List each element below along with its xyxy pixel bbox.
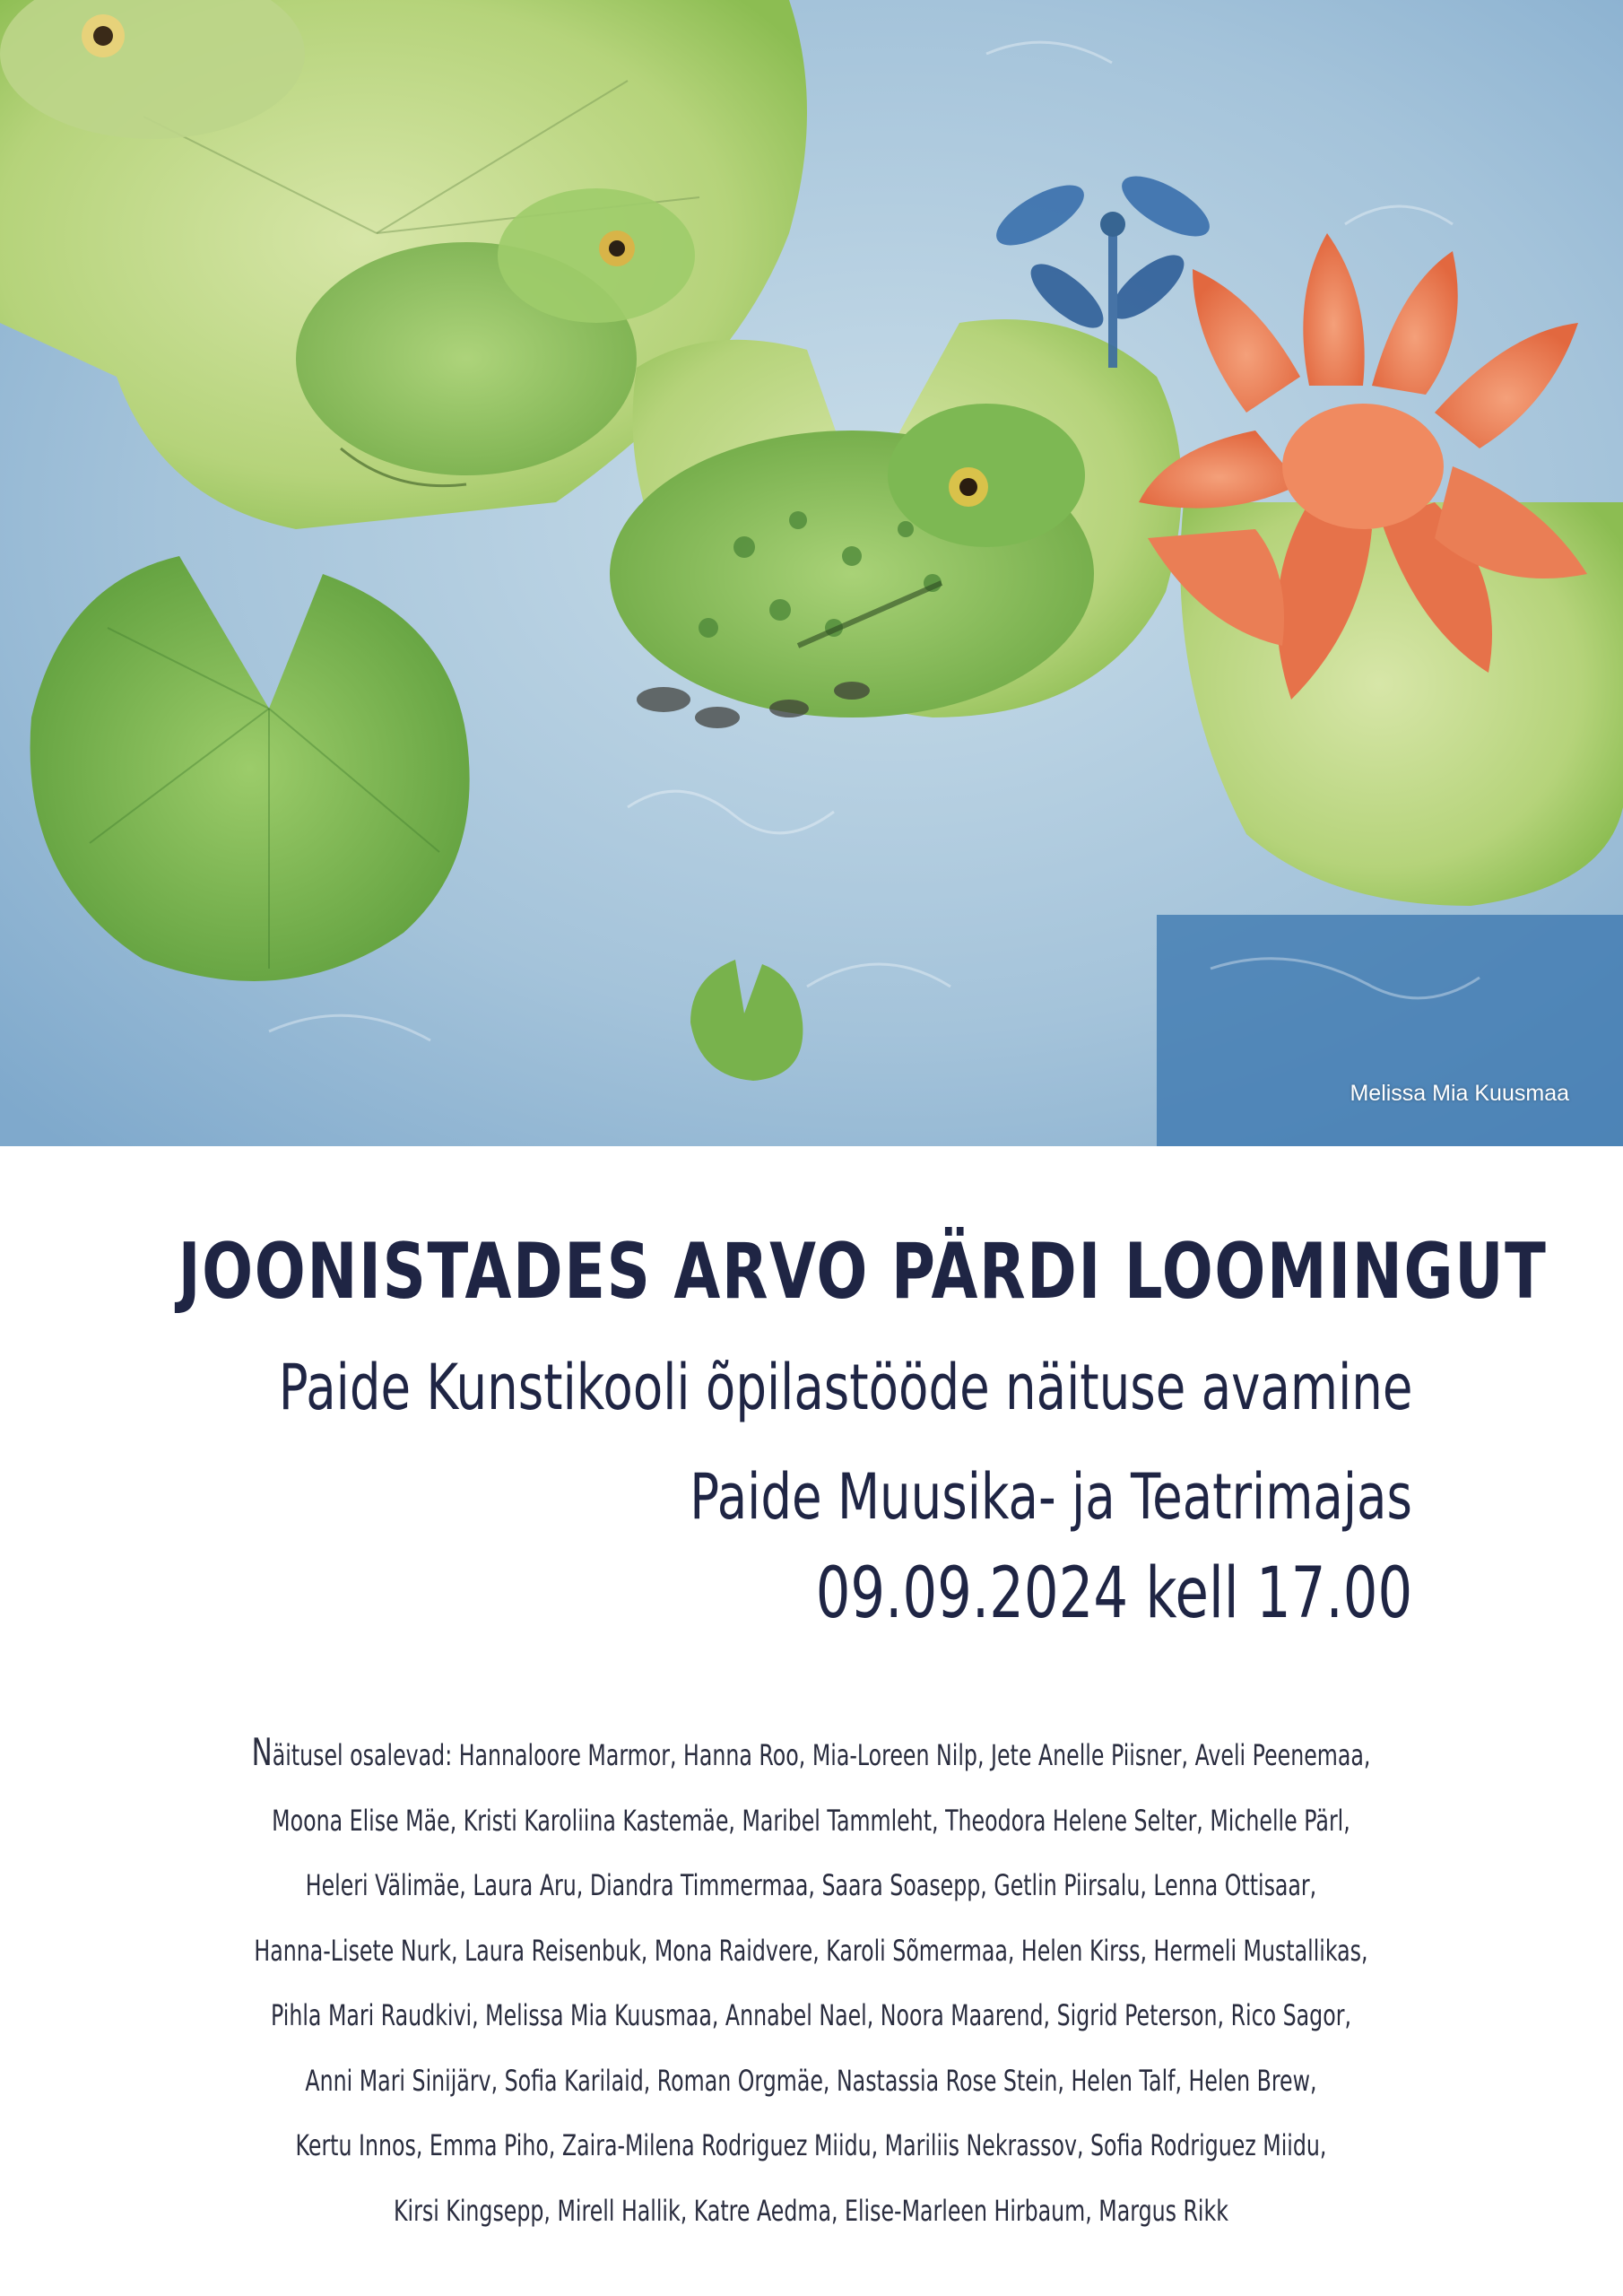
participants-line: Anni Mari Sinijärv, Sofia Karilaid, Roman Orgmäe, Nastassia Rose Stein, Helen Talf, Helen Brew, <box>305 2063 1317 2098</box>
exhibition-venue: Paide Muusika- ja Teatrimajas <box>690 1460 1412 1534</box>
exhibition-subtitle: Paide Kunstikooli õpilastööde näituse avamine <box>278 1351 1412 1424</box>
participants-list <box>0 1720 1623 2243</box>
participants-line: Kertu Innos, Emma Piho, Zaira-Milena Rodriguez Miidu, Mariliis Nekrassov, Sofia Rodriguez Miidu, <box>295 2128 1327 2162</box>
exhibition-date-time: 09.09.2024 kell 17.00 <box>815 1553 1412 1634</box>
participants-line <box>211 1720 1411 1788</box>
participants-line: Heleri Välimäe, Laura Aru, Diandra Timmermaa, Saara Soasepp, Getlin Piirsalu, Lenna Ottisaar, <box>305 1868 1317 1902</box>
participants-line: Pihla Mari Raudkivi, Melissa Mia Kuusmaa, Annabel Nael, Noora Maarend, Sigrid Peterson, Rico Sagor, <box>270 1998 1351 2032</box>
watercolor-illustration <box>0 0 1623 1146</box>
participants-initial: N <box>251 1730 273 1774</box>
participants-text: äitusel osalevad: Hannaloore Marmor, Hanna Roo, Mia-Loreen Nilp, Jete Anelle Piisner, Aveli Peenemaa, <box>272 1738 1371 1772</box>
exhibition-title: JOONISTADES ARVO PÄRDI LOOMINGUT <box>178 1227 1548 1317</box>
artist-credit: Melissa Mia Kuusmaa <box>1350 1081 1569 1106</box>
participants-line: Moona Elise Mäe, Kristi Karoliina Kastemäe, Maribel Tammleht, Theodora Helene Selter, Michelle Pärl, <box>272 1803 1350 1838</box>
participants-line: Kirsi Kingsepp, Mirell Hallik, Katre Aedma, Elise-Marleen Hirbaum, Margus Rikk <box>394 2193 1228 2228</box>
artwork-painting <box>0 0 1623 1146</box>
participants-line: Hanna-Lisete Nurk, Laura Reisenbuk, Mona Raidvere, Karoli Sõmermaa, Helen Kirss, Hermeli Mustallikas, <box>254 1933 1368 1968</box>
